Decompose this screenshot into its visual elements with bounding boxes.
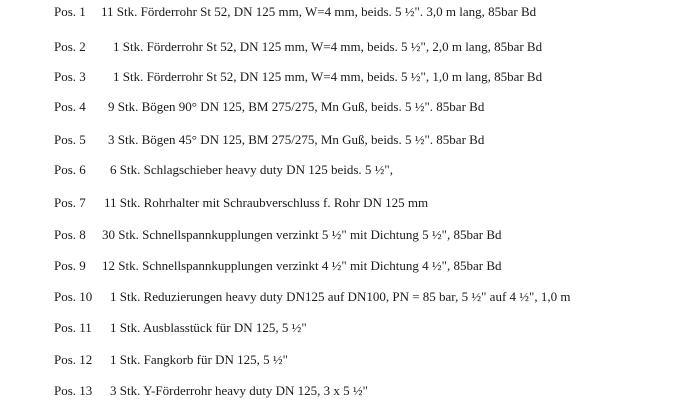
position-number: Pos. 5 <box>54 132 86 147</box>
list-item <box>0 318 700 338</box>
position-number: Pos. 1 <box>54 4 86 19</box>
item-description: 3 Stk. Y-Förderrohr heavy duty DN 125, 3 x 5 ½" <box>110 383 368 398</box>
item-description: 1 Stk. Förderrohr St 52, DN 125 mm, W=4 mm, beids. 5 ½", 2,0 m lang, 85bar Bd <box>113 39 543 54</box>
position-number: Pos. 10 <box>54 289 93 304</box>
list-item <box>0 130 700 150</box>
position-number: Pos. 7 <box>54 195 86 210</box>
item-description: 1 Stk. Förderrohr St 52, DN 125 mm, W=4 mm, beids. 5 ½", 1,0 m lang, 85bar Bd <box>113 69 543 84</box>
item-description: 11 Stk. Rohrhalter mit Schraubverschluss f. Rohr DN 125 mm <box>104 195 429 210</box>
list-item <box>0 287 700 307</box>
position-number: Pos. 3 <box>54 69 86 84</box>
item-description: 9 Stk. Bögen 90° DN 125, BM 275/275, Mn Guß, beids. 5 ½". 85bar Bd <box>108 99 485 114</box>
item-description: 11 Stk. Förderrohr St 52, DN 125 mm, W=4 mm, beids. 5 ½". 3,0 m lang, 85bar Bd <box>101 4 537 19</box>
item-description: 1 Stk. Ausblasstück für DN 125, 5 ½" <box>110 320 307 335</box>
item-description: 30 Stk. Schnellspannkupplungen verzinkt 5 ½" mit Dichtung 5 ½", 85bar Bd <box>102 227 502 242</box>
position-number: Pos. 11 <box>54 320 92 335</box>
position-number: Pos. 13 <box>54 383 93 398</box>
list-item <box>0 256 700 276</box>
item-description: 6 Stk. Schlagschieber heavy duty DN 125 beids. 5 ½", <box>110 162 393 177</box>
list-item <box>0 193 700 213</box>
position-number: Pos. 12 <box>54 352 93 367</box>
list-item <box>0 225 700 245</box>
list-item <box>0 2 700 22</box>
position-number: Pos. 4 <box>54 99 86 114</box>
list-item <box>0 381 700 400</box>
list-item <box>0 67 700 87</box>
list-item <box>0 350 700 370</box>
position-number: Pos. 6 <box>54 162 86 177</box>
list-item <box>0 160 700 180</box>
list-item <box>0 37 700 57</box>
list-item <box>0 97 700 117</box>
position-number: Pos. 2 <box>54 39 86 54</box>
item-description: 3 Stk. Bögen 45° DN 125, BM 275/275, Mn Guß, beids. 5 ½". 85bar Bd <box>108 132 485 147</box>
item-description: 1 Stk. Reduzierungen heavy duty DN125 auf DN100, PN = 85 bar, 5 ½" auf 4 ½", 1,0 m <box>110 289 571 304</box>
item-description: 12 Stk. Schnellspannkupplungen verzinkt 4 ½" mit Dichtung 4 ½", 85bar Bd <box>102 258 502 273</box>
position-number: Pos. 8 <box>54 227 86 242</box>
item-description: 1 Stk. Fangkorb für DN 125, 5 ½" <box>110 352 288 367</box>
position-number: Pos. 9 <box>54 258 86 273</box>
